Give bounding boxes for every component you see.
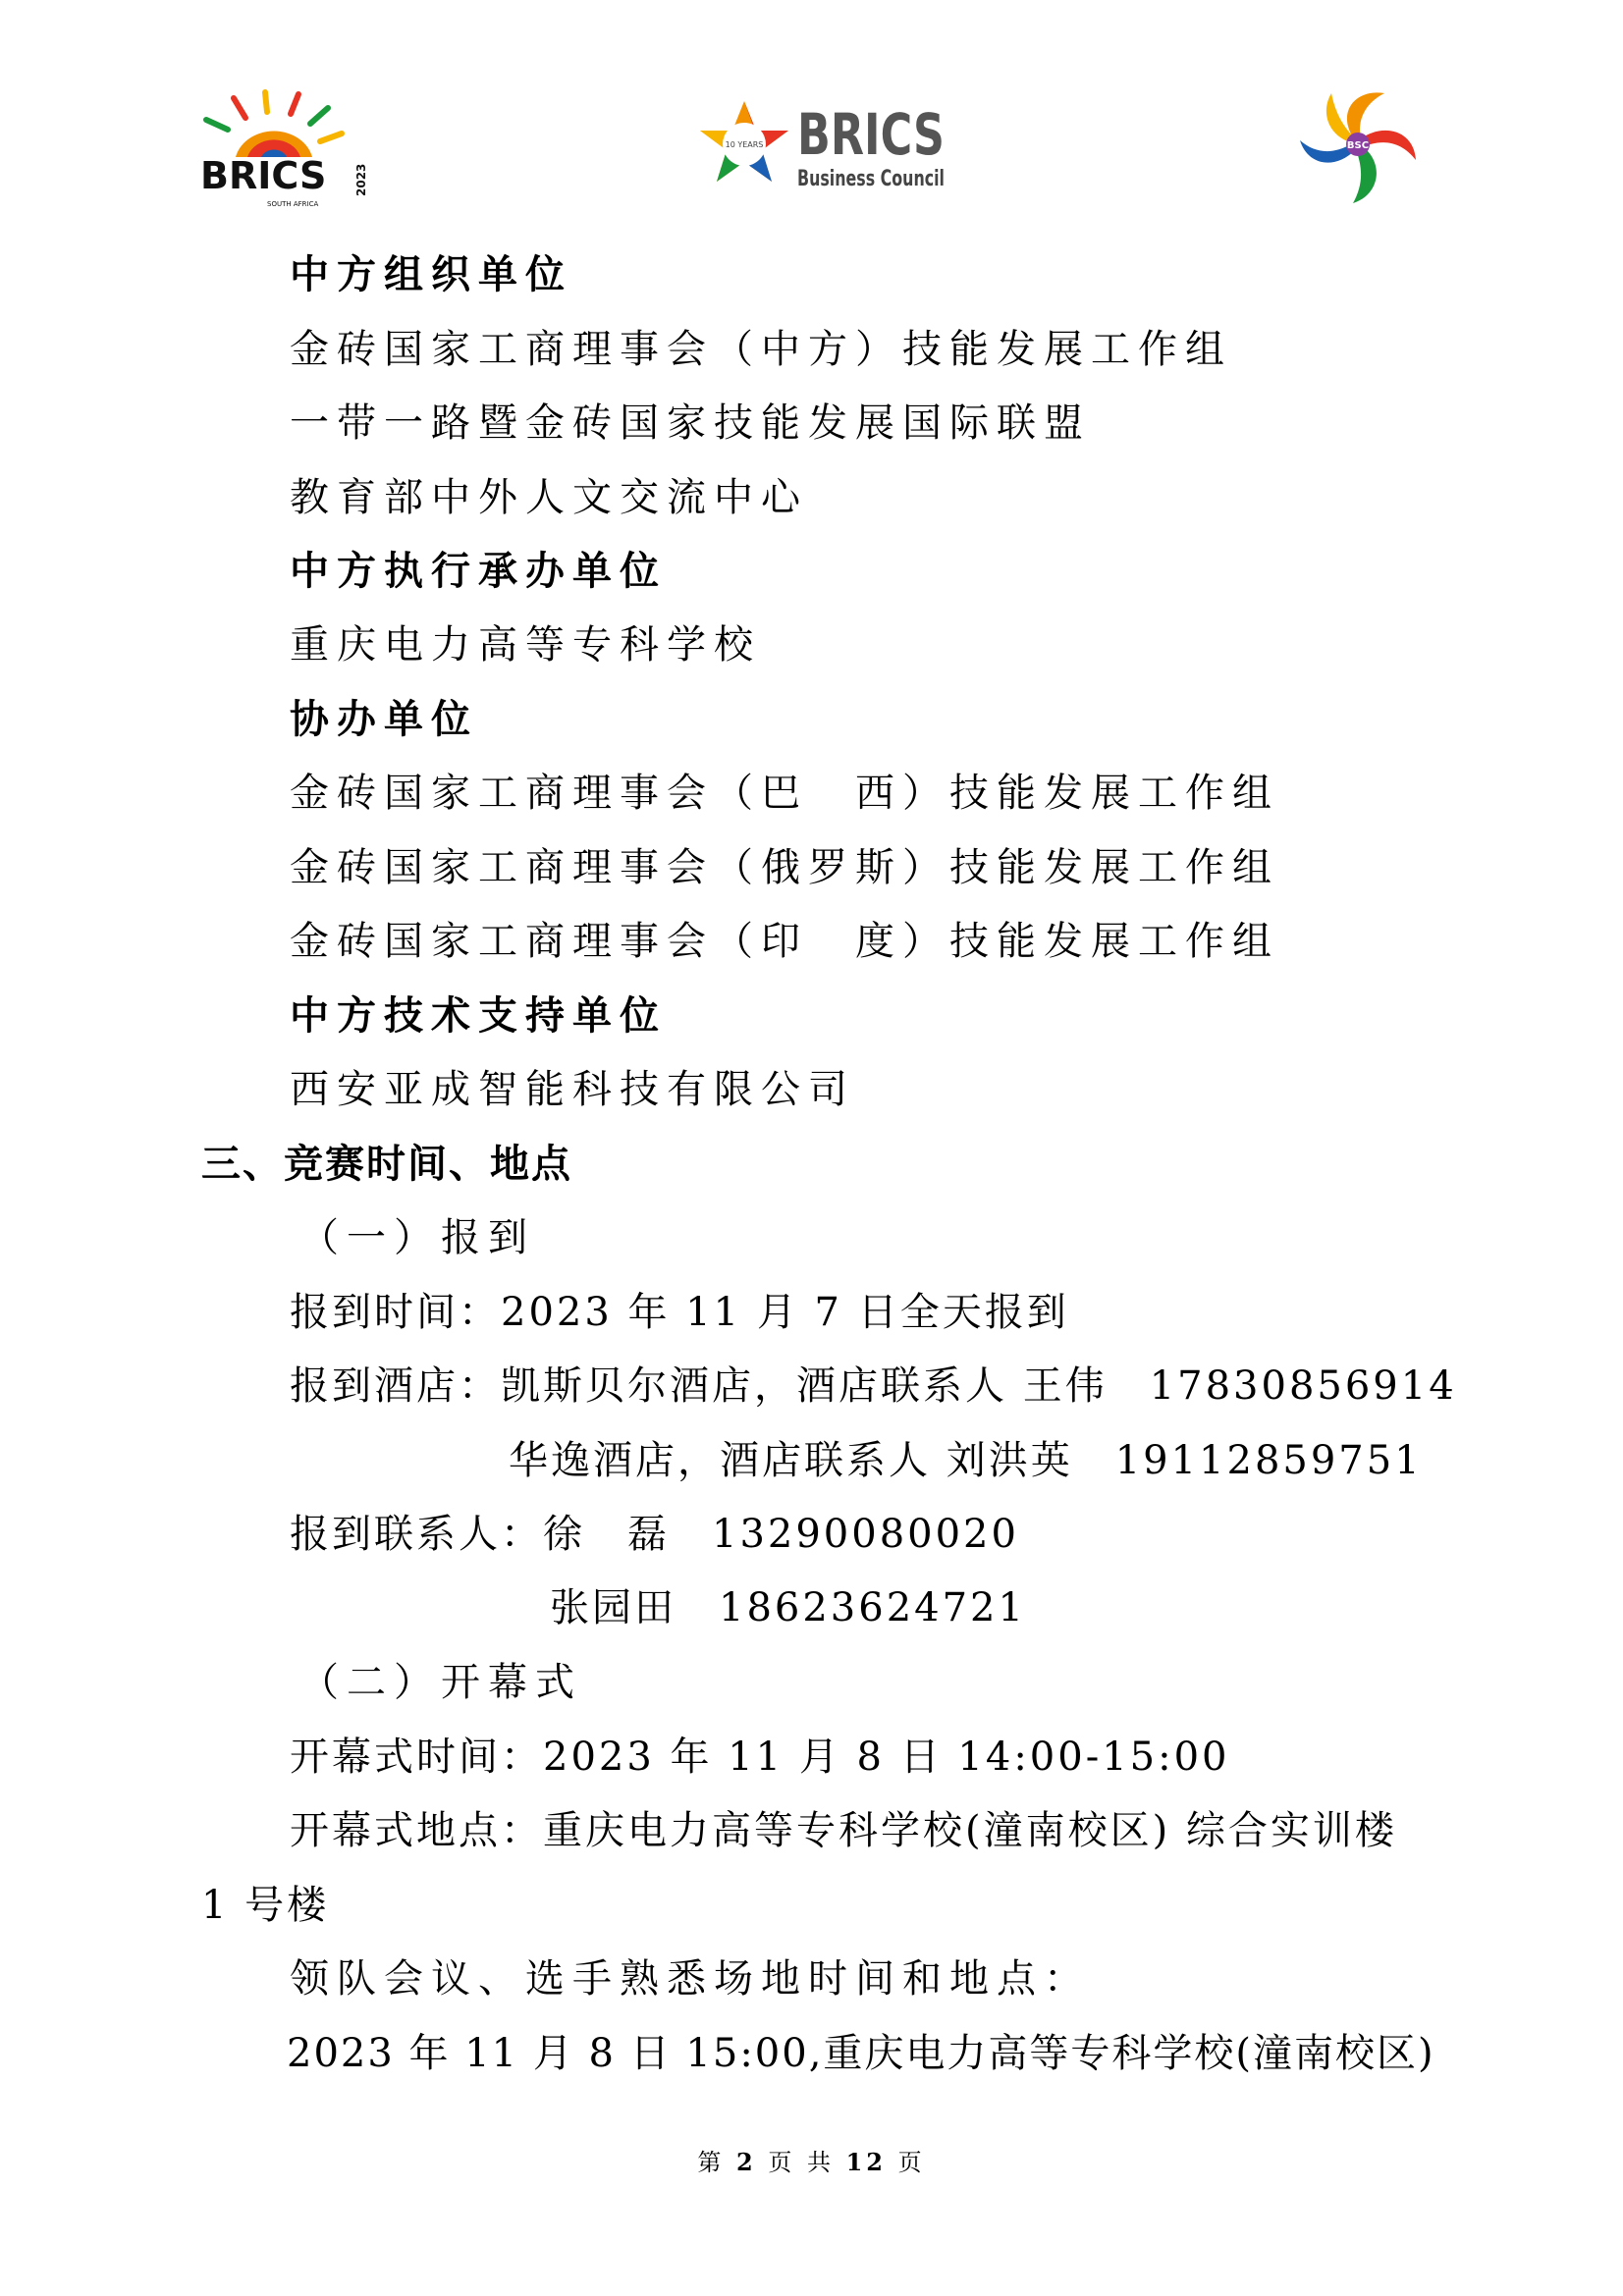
registration-contact-2: 张园田 18623624721: [550, 1585, 1026, 1630]
logo-left-year: 2023: [354, 163, 368, 196]
logo-center-sub: Business Council: [797, 167, 945, 191]
brics-2023-south-africa-logo: [196, 90, 373, 210]
meeting-time-location: 2023 年 11 月 8 日 15:00,重庆电力高等专科学校(潼南校区): [287, 2031, 1435, 2076]
heading-technical-support: 中方技术支持单位: [290, 992, 667, 1039]
section-heading-time-location: 三、竞赛时间、地点: [201, 1142, 572, 1187]
footer-page-number: 2: [735, 2148, 757, 2176]
footer-post: 页: [897, 2149, 926, 2176]
logo-right-badge: BSC: [1346, 140, 1370, 151]
bsc-swirl-logo: [1296, 83, 1424, 206]
heading-chinese-organizers: 中方组织单位: [290, 251, 572, 297]
logo-center-title: BRICS: [797, 101, 945, 168]
heading-chinese-executive-host: 中方执行承办单位: [290, 548, 667, 594]
opening-time: 开幕式时间：2023 年 11 月 8 日 14:00-15:00: [290, 1735, 1230, 1780]
registration-hotel-2: 华逸酒店，酒店联系人 刘洪英 19112859751: [509, 1438, 1423, 1483]
co-organizer-line: 金砖国家工商理事会（俄罗斯）技能发展工作组: [290, 845, 1279, 890]
logo-left-sub: SOUTH AFRICA: [267, 200, 319, 208]
organizer-line: 金砖国家工商理事会（中方）技能发展工作组: [290, 327, 1232, 372]
footer-total-pages: 12: [845, 2148, 888, 2176]
meeting-heading: 领队会议、选手熟悉场地时间和地点：: [290, 1956, 1091, 2002]
co-organizer-line: 金砖国家工商理事会（巴 西）技能发展工作组: [290, 771, 1279, 816]
opening-location-cont: 1 号楼: [201, 1883, 330, 1928]
registration-hotel-1: 报到酒店：凯斯贝尔酒店，酒店联系人 王伟 17830856914: [290, 1363, 1457, 1409]
page-footer: [0, 2143, 1623, 2177]
footer-mid: 页 共: [768, 2149, 835, 2176]
heading-co-organizers: 协办单位: [290, 696, 478, 742]
subsection-registration: （一）报到: [299, 1215, 535, 1260]
support-line: 西安亚成智能科技有限公司: [290, 1067, 855, 1112]
opening-location: 开幕式地点：重庆电力高等专科学校(潼南校区) 综合实训楼: [290, 1808, 1397, 1853]
subsection-opening-ceremony: （二）开幕式: [299, 1660, 582, 1705]
footer-pre: 第: [697, 2149, 726, 2176]
registration-contact-1: 报到联系人：徐 磊 13290080020: [290, 1512, 1019, 1557]
logo-left-text: BRICS: [200, 154, 327, 197]
host-line: 重庆电力高等专科学校: [290, 622, 761, 667]
brics-business-council-logo: [695, 93, 950, 201]
logo-center-badge: 10 YEARS: [725, 140, 764, 149]
co-organizer-line: 金砖国家工商理事会（印 度）技能发展工作组: [290, 919, 1279, 964]
registration-time: 报到时间：2023 年 11 月 7 日全天报到: [290, 1290, 1069, 1335]
organizer-line: 教育部中外人文交流中心: [290, 475, 808, 520]
organizer-line: 一带一路暨金砖国家技能发展国际联盟: [290, 400, 1091, 446]
